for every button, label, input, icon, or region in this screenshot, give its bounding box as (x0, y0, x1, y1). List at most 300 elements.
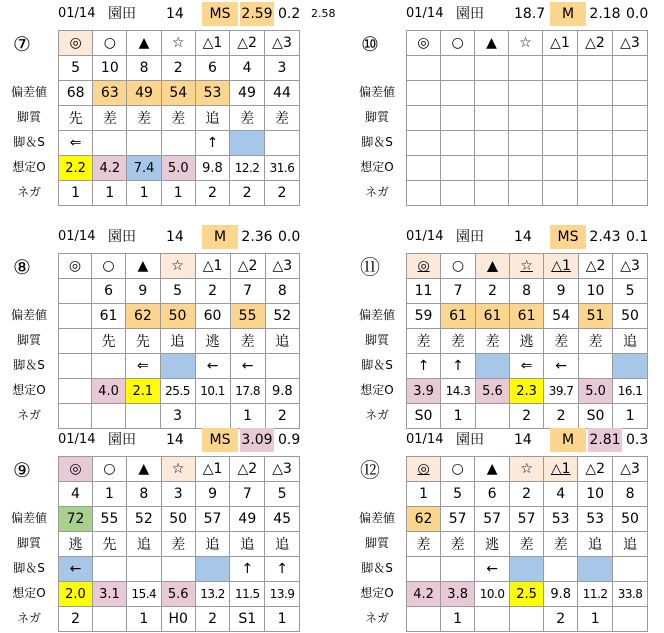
leg-s-cell (508, 131, 542, 156)
running-style-cell: 追 (613, 532, 648, 557)
mark-cell: △2 (230, 31, 265, 56)
nega-cell: 1 (126, 607, 161, 632)
mark-cell: △3 (265, 457, 300, 482)
mark-cell: ▲ (126, 457, 161, 482)
deviation-cell: 55 (230, 304, 265, 329)
race-panel (0, 2, 336, 201)
running-style-cell: 差 (579, 329, 613, 354)
horse-number-cell (612, 56, 647, 81)
horse-number-cell: 9 (544, 279, 579, 304)
deviation-cell: 51 (579, 304, 613, 329)
nega-cell (475, 404, 509, 429)
mark-cell: △2 (578, 31, 613, 56)
leg-s-cell (579, 354, 613, 379)
row-label: 偏差値 (358, 85, 395, 99)
nega-cell: 2 (544, 404, 579, 429)
marks-row (59, 254, 300, 279)
row-label: 想定O (12, 383, 46, 397)
race-distance: 18.7 (514, 6, 546, 22)
row-label: 脚＆S (13, 358, 45, 372)
running-style-cell: 追 (265, 532, 300, 557)
running-style-cell: 追 (126, 532, 161, 557)
running-style-cell: 差 (475, 329, 509, 354)
running-style-cell: 差 (230, 329, 265, 354)
row-label: ネガ (16, 185, 41, 199)
horse-number-cell: 1 (407, 482, 441, 507)
running-style-cell: 先 (59, 106, 93, 131)
row-label: 脚質 (16, 536, 41, 550)
race-index-value: 2.43 (589, 229, 621, 245)
mark-cell: △3 (613, 457, 648, 482)
race-venue: 園田 (108, 6, 136, 22)
running-style-cell: 逃 (59, 532, 93, 557)
leg-s-cell: ← (59, 557, 93, 582)
race-diff-value: 0.0 (278, 229, 301, 245)
row-label: 脚＆S (361, 358, 393, 372)
running-style-cell: 差 (510, 532, 544, 557)
running-style-cell (508, 106, 542, 131)
running-style-cell: 逃 (195, 329, 230, 354)
race-panel (348, 2, 649, 199)
odds-cell: 2.1 (126, 379, 160, 404)
row-label: 偏差値 (10, 85, 47, 99)
odds-cell: 12.2 (230, 156, 265, 181)
race-panel (348, 428, 649, 627)
row-label: 偏差値 (10, 511, 47, 525)
nega-cell: 1 (265, 607, 300, 632)
row-label: 脚質 (364, 333, 389, 347)
odds-cell: 3.9 (407, 379, 441, 404)
odds-row (407, 582, 648, 607)
horse-number-cell: 4 (230, 56, 265, 81)
odds-cell: 9.8 (195, 156, 229, 181)
nega-cell: S0 (407, 404, 441, 429)
race-header (0, 2, 336, 26)
row-label: 脚質 (364, 536, 389, 550)
leg-s-cell (126, 557, 161, 582)
row-label: ネガ (364, 611, 389, 625)
mark-cell: ☆ (161, 457, 195, 482)
race-number: ⑩ (361, 32, 379, 56)
race-grade: M (550, 428, 586, 452)
nega-cell (543, 181, 578, 206)
row-label: ネガ (16, 408, 41, 422)
mark-cell: ☆ (160, 254, 195, 279)
leg-s-row (407, 557, 648, 582)
deviation-cell: 45 (265, 507, 300, 532)
mark-cell: ☆ (510, 254, 544, 279)
nega-cell (195, 404, 230, 429)
prediction-table (406, 30, 648, 206)
horse-number-cell (407, 56, 441, 81)
leg-s-cell (578, 131, 613, 156)
horse-number-cell: 5 (160, 279, 195, 304)
leg-s-cell (161, 131, 195, 156)
deviation-cell: 53 (578, 507, 613, 532)
leg-s-cell (161, 557, 195, 582)
leg-s-cell (92, 557, 126, 582)
odds-cell: 15.4 (126, 582, 161, 607)
running-style-cell (441, 106, 475, 131)
nega-cell (510, 607, 544, 632)
odds-row (59, 379, 300, 404)
leg-s-cell: ⇐ (510, 354, 544, 379)
mark-cell: △2 (578, 457, 613, 482)
race-header (348, 428, 648, 452)
row-label: 想定O (12, 586, 46, 600)
mark-cell: ☆ (161, 31, 195, 56)
deviation-cell (407, 81, 441, 106)
nega-cell: 1 (127, 181, 161, 206)
odds-cell: 4.2 (407, 582, 441, 607)
prediction-table (406, 253, 648, 429)
horse-number-cell: 3 (265, 56, 300, 81)
deviation-cell: 62 (126, 304, 160, 329)
horse-number-cell: 10 (578, 482, 613, 507)
odds-cell: 10.1 (195, 379, 230, 404)
nega-cell: 2 (59, 607, 93, 632)
mark-cell: ▲ (475, 31, 509, 56)
nega-cell (441, 181, 475, 206)
race-header (348, 2, 648, 26)
deviation-cell (578, 81, 613, 106)
odds-cell: 9.8 (544, 582, 578, 607)
horse-number-cell: 8 (265, 279, 299, 304)
horse-number-cell: 2 (195, 279, 230, 304)
marks-row (407, 254, 648, 279)
race-date: 01/14 (406, 6, 444, 21)
deviation-cell (59, 304, 92, 329)
odds-cell: 13.9 (265, 582, 300, 607)
nega-cell (475, 181, 509, 206)
race-date: 01/14 (58, 432, 96, 447)
horse-number-cell: 7 (230, 482, 265, 507)
deviation-cell (543, 81, 578, 106)
row-label: 脚＆S (13, 561, 45, 575)
horse-number-cell (475, 56, 509, 81)
nega-cell: 1 (230, 404, 265, 429)
odds-cell: 4.0 (91, 379, 125, 404)
nega-cell (578, 181, 613, 206)
running-style-cell: 差 (407, 329, 441, 354)
race-venue: 園田 (108, 229, 136, 245)
leg-s-cell (91, 354, 125, 379)
horse-number-cell: 8 (613, 482, 648, 507)
running-style-cell: 先 (92, 532, 126, 557)
mark-cell: ○ (441, 254, 476, 279)
mark-cell: ○ (441, 457, 475, 482)
mark-cell: △2 (230, 457, 265, 482)
leg-s-cell (160, 354, 195, 379)
deviation-cell: 62 (407, 507, 441, 532)
running-style-cell: 逃 (475, 532, 510, 557)
horse-number-row (407, 482, 648, 507)
race-diff-value: 0.9 (278, 432, 301, 448)
row-label: 想定O (12, 160, 46, 174)
odds-cell: 25.5 (160, 379, 195, 404)
race-index-value: 3.09 (240, 428, 274, 452)
deviation-row (407, 304, 648, 329)
leg-s-cell (510, 557, 544, 582)
horse-number-cell (508, 56, 542, 81)
marks-row (407, 31, 648, 56)
nega-cell: 2 (544, 607, 578, 632)
horse-number-cell: 4 (544, 482, 578, 507)
deviation-row (59, 507, 300, 532)
running-style-cell: 追 (160, 329, 195, 354)
odds-cell: 5.6 (475, 379, 509, 404)
mark-cell: △1 (544, 254, 579, 279)
leg-s-cell (407, 131, 441, 156)
row-label: 偏差値 (358, 308, 395, 322)
running-style-row (59, 106, 300, 131)
deviation-cell: 49 (127, 81, 161, 106)
odds-cell: 2.5 (510, 582, 544, 607)
prediction-table (58, 456, 300, 632)
race-grade: M (550, 2, 586, 26)
odds-cell: 5.0 (161, 156, 195, 181)
deviation-cell: 60 (195, 304, 230, 329)
race-index-value: 2.18 (589, 6, 621, 22)
race-grade: MS (202, 2, 238, 26)
race-index-value: 2.81 (588, 428, 622, 452)
horse-number-cell: 6 (91, 279, 125, 304)
deviation-cell: 72 (59, 507, 93, 532)
nega-cell: 1 (578, 607, 613, 632)
race-number: ⑧ (13, 255, 31, 279)
prediction-table (406, 456, 648, 632)
race-panel (0, 428, 301, 627)
leg-s-cell: ← (195, 354, 230, 379)
nega-cell: 2 (195, 181, 229, 206)
running-style-row (59, 532, 300, 557)
horse-number-row (59, 482, 300, 507)
nega-cell: H0 (161, 607, 195, 632)
race-distance: 14 (166, 432, 184, 448)
running-style-cell: 差 (441, 329, 476, 354)
race-venue: 園田 (456, 229, 484, 245)
nega-cell (91, 404, 125, 429)
running-style-cell: 差 (544, 532, 578, 557)
deviation-cell: 57 (510, 507, 544, 532)
odds-row (59, 582, 300, 607)
nega-cell (613, 607, 648, 632)
mark-cell: ◎ (407, 457, 441, 482)
leg-s-cell (59, 354, 92, 379)
odds-cell: 2.3 (510, 379, 544, 404)
race-index-value: 2.59 (240, 2, 274, 26)
race-date: 01/14 (58, 6, 96, 21)
running-style-cell: 追 (613, 329, 648, 354)
deviation-cell: 68 (59, 81, 93, 106)
leg-s-cell: ↑ (441, 354, 476, 379)
running-style-cell (407, 106, 441, 131)
nega-row (59, 607, 300, 632)
horse-number-cell: 5 (59, 56, 93, 81)
horse-number-cell (59, 279, 92, 304)
horse-number-cell: 2 (510, 482, 544, 507)
horse-number-cell: 4 (59, 482, 93, 507)
deviation-cell: 63 (93, 81, 127, 106)
odds-cell (508, 156, 542, 181)
horse-number-cell: 5 (441, 482, 475, 507)
running-style-row (407, 329, 648, 354)
nega-cell: 3 (160, 404, 195, 429)
marks-row (59, 457, 300, 482)
mark-cell: △1 (195, 457, 230, 482)
odds-cell: 31.6 (265, 156, 300, 181)
mark-cell: ○ (441, 31, 475, 56)
mark-cell: △1 (543, 31, 578, 56)
horse-number-cell: 5 (613, 279, 648, 304)
leg-s-row (59, 131, 300, 156)
row-label: 脚質 (16, 333, 41, 347)
horse-number-cell (441, 56, 475, 81)
nega-cell: 1 (441, 404, 476, 429)
deviation-row (59, 81, 300, 106)
deviation-row (407, 81, 648, 106)
mark-cell: ○ (91, 254, 125, 279)
nega-cell: 2 (265, 404, 299, 429)
running-style-cell: 追 (578, 532, 613, 557)
leg-s-cell: ← (544, 354, 579, 379)
mark-cell: △3 (613, 254, 648, 279)
nega-cell (407, 181, 441, 206)
row-label: 脚質 (364, 110, 389, 124)
mark-cell: △1 (195, 31, 229, 56)
prediction-table (58, 30, 300, 206)
odds-row (59, 156, 300, 181)
row-label: 脚質 (16, 110, 41, 124)
deviation-cell: 53 (544, 507, 578, 532)
deviation-cell: 54 (544, 304, 579, 329)
race-date: 01/14 (406, 432, 444, 447)
race-distance: 14 (166, 229, 184, 245)
leg-s-cell (578, 557, 613, 582)
horse-number-row (407, 279, 648, 304)
row-label: 想定O (360, 160, 394, 174)
race-venue: 園田 (456, 6, 484, 22)
horse-number-cell: 11 (407, 279, 441, 304)
mark-cell: △3 (612, 31, 647, 56)
leg-s-cell (195, 557, 230, 582)
odds-cell: 3.8 (441, 582, 475, 607)
race-index-value: 2.36 (241, 229, 273, 245)
leg-s-cell (543, 131, 578, 156)
deviation-cell: 57 (195, 507, 230, 532)
horse-number-row (59, 279, 300, 304)
nega-cell: 1 (613, 404, 648, 429)
odds-row (407, 379, 648, 404)
leg-s-cell (544, 557, 578, 582)
running-style-cell: 追 (265, 329, 299, 354)
nega-cell: S1 (230, 607, 265, 632)
horse-number-cell: 8 (127, 56, 161, 81)
race-grade: MS (550, 225, 586, 249)
odds-cell: 2.0 (59, 582, 93, 607)
nega-row (59, 404, 300, 429)
leg-s-cell (407, 557, 441, 582)
odds-cell: 10.0 (475, 582, 510, 607)
race-header (0, 225, 300, 249)
leg-s-cell (265, 354, 299, 379)
race-diff-value: 0.2 (278, 6, 301, 22)
running-style-cell: 逃 (510, 329, 544, 354)
deviation-cell: 53 (195, 81, 229, 106)
leg-s-cell (613, 354, 648, 379)
horse-number-cell: 9 (195, 482, 230, 507)
odds-cell: 33.8 (613, 582, 648, 607)
deviation-cell: 50 (160, 304, 195, 329)
running-style-cell (612, 106, 647, 131)
horse-number-cell: 7 (230, 279, 265, 304)
running-style-cell (578, 106, 613, 131)
nega-cell: 1 (93, 181, 127, 206)
race-venue: 園田 (456, 432, 484, 448)
race-distance: 14 (514, 432, 532, 448)
nega-cell (612, 181, 647, 206)
nega-cell (407, 607, 441, 632)
mark-cell: ○ (93, 31, 127, 56)
race-diff-value: 0.0 (626, 6, 649, 22)
running-style-row (59, 329, 300, 354)
horse-number-cell: 6 (475, 482, 510, 507)
race-distance: 14 (514, 229, 532, 245)
horse-number-cell: 10 (579, 279, 613, 304)
odds-cell: 5.0 (579, 379, 613, 404)
running-style-cell (543, 106, 578, 131)
horse-number-cell: 2 (475, 279, 509, 304)
marks-row (407, 457, 648, 482)
prediction-table (58, 253, 300, 429)
deviation-cell (475, 81, 509, 106)
row-label: ネガ (16, 611, 41, 625)
horse-number-cell: 5 (265, 482, 300, 507)
odds-cell: 14.3 (441, 379, 476, 404)
row-label: 偏差値 (10, 308, 47, 322)
leg-s-cell (475, 131, 509, 156)
odds-cell: 16.1 (613, 379, 648, 404)
leg-s-row (59, 557, 300, 582)
nega-row (59, 181, 300, 206)
mark-cell: ☆ (508, 31, 542, 56)
mark-cell: ◎ (59, 31, 93, 56)
nega-cell: 2 (195, 607, 230, 632)
race-number: ⑦ (13, 32, 31, 56)
nega-row (407, 607, 648, 632)
nega-cell: 2 (230, 181, 265, 206)
odds-cell: 11.2 (578, 582, 613, 607)
row-label: 脚＆S (13, 135, 45, 149)
running-style-cell: 差 (265, 106, 300, 131)
race-distance: 14 (166, 6, 184, 22)
running-style-cell: 差 (230, 106, 265, 131)
running-style-cell: 差 (441, 532, 475, 557)
row-label: 脚＆S (361, 135, 393, 149)
race-header (348, 225, 648, 249)
race-venue: 園田 (108, 432, 136, 448)
deviation-cell: 61 (475, 304, 509, 329)
odds-cell (578, 156, 613, 181)
row-label: 偏差値 (358, 511, 395, 525)
leg-s-cell: ← (230, 354, 265, 379)
deviation-cell (508, 81, 542, 106)
odds-cell: 17.8 (230, 379, 265, 404)
mark-cell: ▲ (127, 31, 161, 56)
row-label: 想定O (360, 383, 394, 397)
leg-s-cell (441, 131, 475, 156)
race-number: ⑨ (13, 458, 31, 482)
